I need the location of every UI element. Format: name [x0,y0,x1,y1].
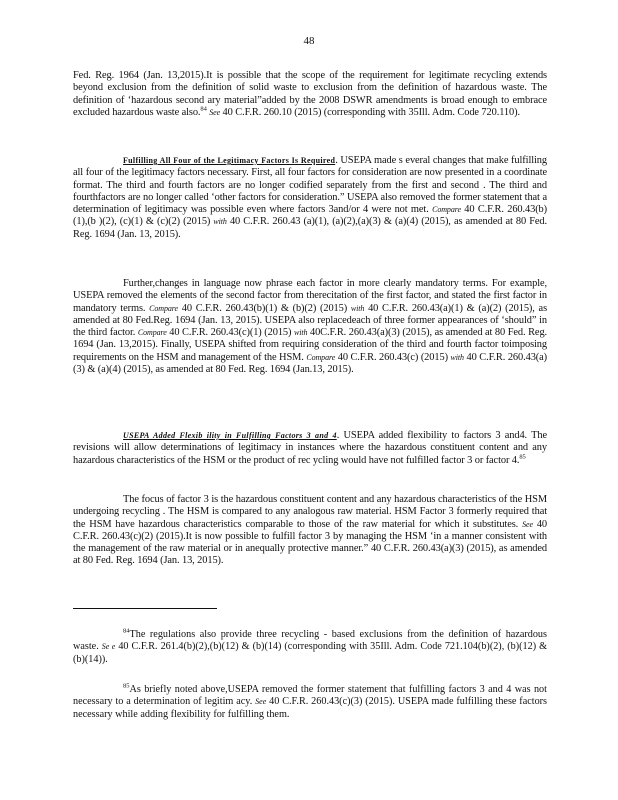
paragraph-text: Further,changes in language now phrase each factor in more clearly mandatory terms. For example, USEPA removed the elements of the second factor from therecitation of the first factor, and stated the first factor in mandatory terms. [73,278,547,314]
page-number: 48 [303,35,315,47]
citation: 40 C.F.R. 260.43(c)(1) (2015) [169,327,292,339]
citation: 40 C.F.R. 260.43 (a)(1), (a)(2),(a)(3) & (a)(4) (2015), as amended at 80 Fed. Reg. 1694 (Jan. 13, 2015). [73,216,547,240]
footnote-number: 84 [123,627,130,635]
signal-see: See [522,519,533,529]
paragraph-factor-3 [73,494,547,568]
footnote-ref-84: 84 [200,105,207,113]
citation: 40 C.F.R. 261.4(b)(2),(b)(12) & (b)(14) (corresponding with 35Ill. Adm. Code 721.104(b)(2), (b)(12) & (b)(14)). [73,641,548,665]
paragraph-all-four-factors [73,155,547,241]
paragraph-text: . USEPA made s everal changes that make fulfilling all four of the legitimacy factors necessary. First, all four factors for consideration are now presented in a coordinate format. The third and fourth factors are no longer codified separately from the first and second . The third and fourthfactors are no longer called ‘other factors for consideration.” USEPA also removed the former statement that a determination of legitimacy was possible even where factors 3and/or 4 were not met. [73,155,547,216]
signal-compare: Compare [149,303,178,313]
signal-see: Se e [101,642,116,652]
citation: 40 C.F.R. 260.43(a)(1) & (a)(2) (2015), as amended at 80 Fed.Reg. 1694 (Jan. 13, 2015). USEPA also replacedeach of three former appearances of ‘should” in the third factor. [73,302,548,339]
paragraph-text: . USEPA added flexibility to factors 3 and4. The revisions will allow determinations of legitimacy in instances where the hazardous constituent content and any hazardous characteristics of the HSM or the product of rec ycling would have not fulfilled factor 3 or factor 4. [73,430,547,466]
citation: 40 C.F.R. 260.43(b)(1),(b )(2), (c)(1) & (c)(2) (2015) [73,204,548,228]
citation: 40 C.F.R. 260.43(b)(1) & (b)(2) (2015) [181,302,348,314]
citation: 40 C.F.R. 260.10 (2015) (corresponding with 35Ill. Adm. Code 720.110). [222,106,520,118]
signal-with: with [350,303,365,313]
footnote-text: The regulations also provide three recycling - based exclusions from the definition of hazardous waste. [73,629,547,653]
signal-compare: Compare [306,352,336,362]
signal-compare: Compare [432,205,461,215]
footnote-text: As briefly noted above,USEPA removed the former statement that fulfilling factors 3 and 4 was not necessary to a determination of legitim acy. [73,684,547,708]
citation: 40 C.F.R. 260.43(c)(3) (2015). USEPA made fulfilling these factors necessary while adding flexibility for fulfilling them. [73,696,548,720]
signal-with: with [213,217,227,227]
footnote-84 [73,629,547,666]
section-heading: USEPA Added Flexib ility in Fulfilling Factors 3 and 4 [123,431,337,440]
paragraph-continuation [73,70,547,119]
signal-see: See [209,107,221,117]
footnote-85 [73,684,547,721]
paragraph-mandatory-terms [73,278,547,376]
paragraph-text: Fed. Reg. 1964 (Jan. 13,2015).It is possible that the scope of the requirement for legitimate recycling extends beyond exclusion from the definition of solid waste to exclusion from the definition of hazardous waste. The definition of ‘hazardous second ary material”added by the 2008 DSWR amendments is broad enough to embrace excluded hazardous waste also. [73,70,547,118]
signal-see: See [255,697,267,707]
footnote-ref-85: 85 [519,453,526,461]
citation: 40 C.F.R. 260.43(c)(2) (2015).It is now possible to fulfill factor 3 by managing the HSM ‘in a manner consistent with the management of the raw material or in anequally protective manner.” 40 C.F.R. 260.43(a)(3) (2015), as amended at 80 Fed. Reg. 1694 (Jan. 13, 2015). [73,518,548,567]
citation: 40 C.F.R. 260.43(c) (2015) [337,351,448,363]
paragraph-added-flexibility [73,430,547,467]
footnote-number: 85 [123,682,130,690]
citation: 40 C.F.R. 260.43(a)(3) & (a)(4) (2015), as amended at 80 Fed. Reg. 1694 (Jan.13, 2015). [73,351,548,376]
footnote-separator [73,608,217,609]
signal-with: with [450,352,464,362]
section-heading: Fulfilling All Four of the Legitimacy Factors Is Required [123,156,336,165]
signal-compare: Compare [137,328,167,338]
citation: 40C.F.R. 260.43(a)(3) (2015), as amended at 80 Fed. Reg. 1694 (Jan. 13,2015). Finally, USEPA shifted from requiring consideration of the third and fourth factor toimposing requirements on the HSM and management of the HSM. [73,327,548,363]
paragraph-text: The focus of factor 3 is the hazardous constituent content and any hazardous characteristics of the HSM undergoing recycling . The HSM is compared to any analogous raw material. HSM Factor 3 formerly required that the HSM have hazardous characteristics comparable to those of the raw material for which it substitutes. [73,494,547,530]
signal-with: with [293,328,308,338]
